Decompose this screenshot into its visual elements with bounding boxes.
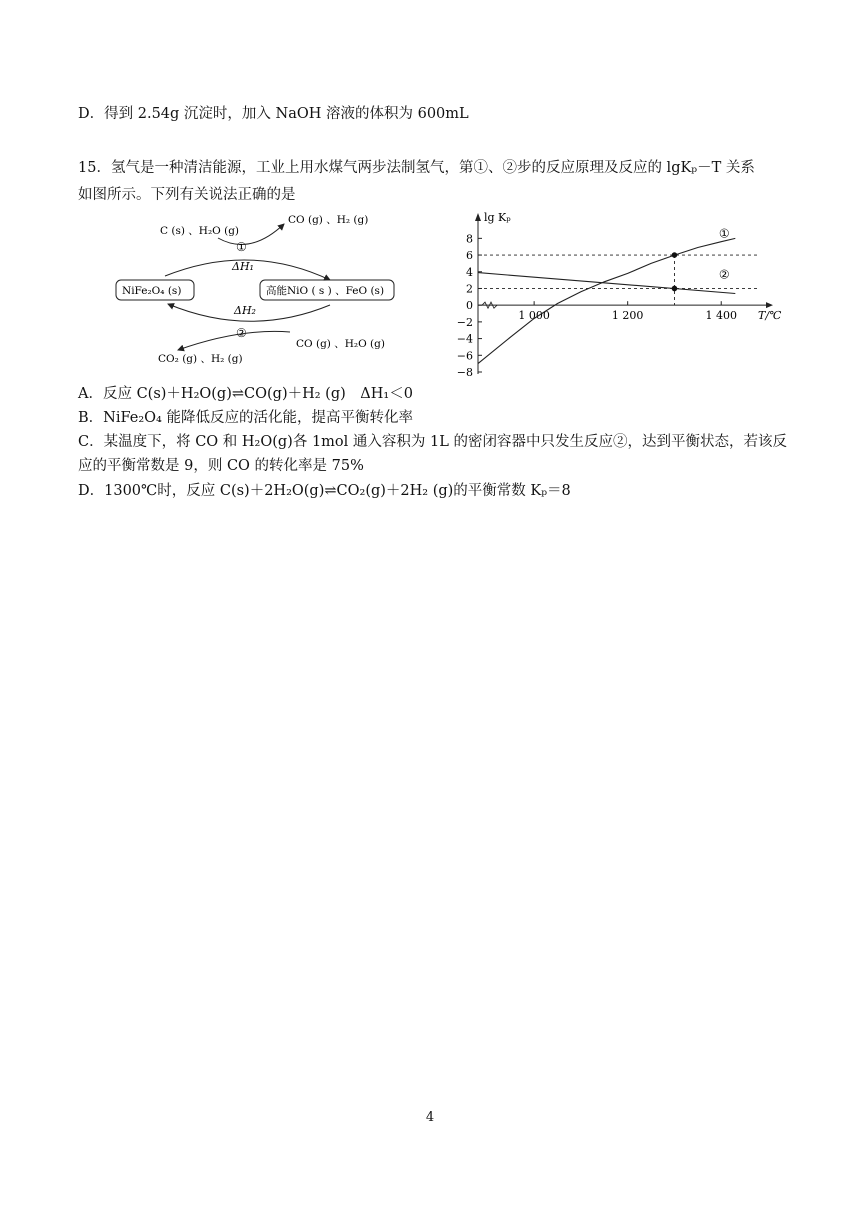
- x-tick-label: 1 000: [518, 309, 550, 323]
- series-1-name: ①: [718, 226, 730, 241]
- nife2o4-label: NiFe₂O₄ (s): [122, 285, 182, 297]
- option-c-line2: 应的平衡常数是 9，则 CO 的转化率是 75%: [78, 458, 364, 474]
- question-15-stem-line1: 15．氢气是一种清洁能源，工业上用水煤气两步法制氢气，第①、②步的反应原理及反应的 lgKₚ－T 关系: [78, 160, 755, 176]
- x-axis-label: T/℃: [758, 309, 782, 323]
- y-axis-label: lg Kₚ: [484, 211, 511, 224]
- step-marker-1: ①: [236, 240, 247, 254]
- y-tick-label: −4: [456, 332, 473, 346]
- reaction-cycle-diagram: [110, 210, 410, 370]
- x-tick-label: 1 400: [705, 309, 737, 323]
- option-d-previous: D．得到 2.54g 沉淀时，加入 NaOH 溶液的体积为 600mL: [78, 106, 469, 122]
- y-axis-arrow: [475, 213, 481, 221]
- diagram-input-2: CO (g) 、H₂O (g): [296, 338, 385, 350]
- y-tick-label: 0: [466, 299, 473, 313]
- diagram-output-2: CO₂ (g) 、H₂ (g): [158, 353, 243, 365]
- lgkp-temperature-chart: [448, 210, 782, 380]
- option-a: A．反应 C(s)＋H₂O(g)⇌CO(g)＋H₂ (g) ΔH₁＜0: [78, 386, 413, 402]
- series-2-name: ②: [718, 267, 730, 282]
- y-tick-label: 4: [466, 265, 473, 279]
- diagram-output-1: CO (g) 、H₂ (g): [288, 214, 369, 226]
- reference-point: [672, 286, 678, 292]
- option-b: B．NiFe₂O₄ 能降低反应的活化能，提高平衡转化率: [78, 410, 413, 426]
- diagram-input-1: C (s) 、H₂O (g): [160, 225, 240, 237]
- y-tick-label: −8: [456, 366, 473, 379]
- x-tick-label: 1 200: [611, 309, 644, 323]
- y-tick-label: −2: [456, 315, 473, 329]
- option-c-line1: C．某温度下，将 CO 和 H₂O(g)各 1mol 通入容积为 1L 的密闭容器中只发生反应②，达到平衡状态，若该反: [78, 434, 787, 450]
- y-tick-label: 2: [466, 282, 473, 296]
- reference-point: [672, 252, 678, 258]
- series-line-2: [478, 273, 735, 294]
- nio-feo-label: 高能NiO ( s ) 、FeO (s): [266, 285, 385, 297]
- series-line-1: [478, 238, 735, 363]
- question-15-stem-line2: 如图所示。下列有关说法正确的是: [78, 187, 296, 203]
- y-tick-label: 6: [466, 249, 473, 263]
- step-marker-2: ②: [236, 326, 247, 340]
- page-number: 4: [425, 1110, 435, 1125]
- option-d: D．1300℃时，反应 C(s)＋2H₂O(g)⇌CO₂(g)＋2H₂ (g)的平衡常数 Kₚ＝8: [78, 483, 571, 499]
- outflow-arrow-2: [178, 331, 290, 350]
- y-tick-label: 8: [466, 232, 473, 246]
- enthalpy-label-1: ΔH₁: [232, 260, 254, 273]
- enthalpy-label-2: ΔH₂: [234, 304, 256, 317]
- y-tick-label: −6: [456, 349, 473, 363]
- x-axis-arrow: [766, 302, 773, 308]
